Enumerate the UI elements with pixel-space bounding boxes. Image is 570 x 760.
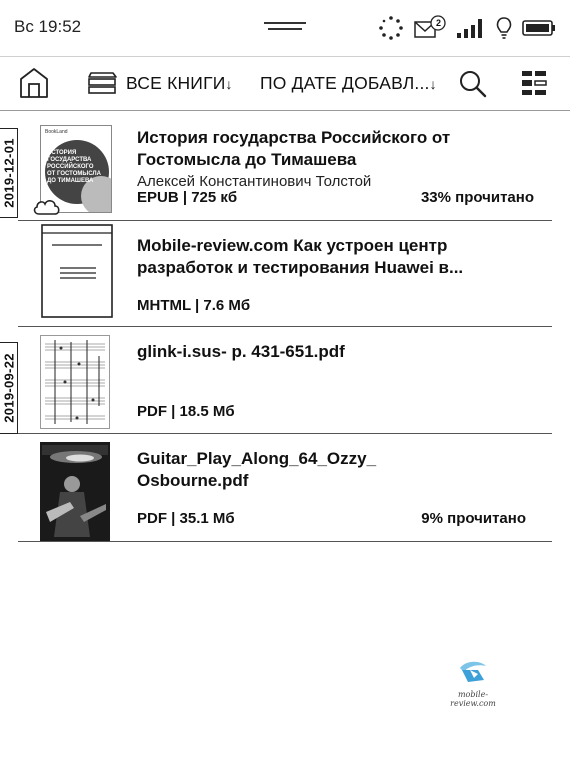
status-time: Вс 19:52 [14, 17, 82, 36]
book-progress: 9% прочитано [421, 510, 526, 527]
list-view-icon [520, 69, 548, 97]
filter-label: ВСЕ КНИГИ [126, 72, 226, 93]
cover-publisher: BookLand [45, 129, 68, 135]
book-title: Guitar_Play_Along_64_Ozzy_ Osbourne.pdf [137, 449, 377, 490]
cover-text: ДО ТИМАШЕВА [47, 178, 94, 184]
toolbar-divider [0, 110, 570, 111]
books-stack-icon [86, 70, 118, 96]
book-progress: 33% прочитано [420, 189, 534, 206]
sheet-music-thumbnail [41, 336, 109, 428]
search-icon [458, 69, 488, 99]
book-title: Mobile-review.com Как устроен центр разработок и тестирования Huawei в... [137, 236, 464, 277]
book-cover [40, 442, 110, 542]
book-format-size: PDF | 35.1 Мб [137, 510, 235, 527]
book-format-size: MHTML | 7.6 Мб [137, 297, 251, 314]
book-item[interactable] [18, 434, 552, 541]
status-bar [0, 0, 570, 56]
guitar-cover-thumbnail [40, 442, 110, 542]
battery-icon [522, 19, 556, 37]
frontlight-icon[interactable] [496, 16, 512, 40]
drag-handle[interactable] [264, 22, 306, 32]
watermark-logo [438, 658, 508, 690]
cover-text: РОССИЙСКОГО [47, 164, 94, 170]
book-format-size: PDF | 18.5 Мб [137, 403, 235, 420]
book-item[interactable] [18, 113, 552, 220]
book-title: История государства Российского от Гостомысла до Тимашева [137, 128, 451, 169]
view-mode-button[interactable] [520, 69, 548, 97]
filter-arrow-icon: ↓ [225, 75, 233, 92]
sync-icon [378, 15, 404, 41]
cloud-icon [32, 197, 62, 222]
book-title: glink-i.sus- p. 431-651.pdf [137, 342, 345, 361]
book-author: Алексей Константинович Толстой [137, 173, 372, 190]
cover-text: ГОСУДАРСТВА [47, 157, 92, 163]
home-icon [18, 66, 50, 100]
cover-text: ИСТОРИЯ [47, 150, 77, 156]
filter-dropdown[interactable] [86, 69, 233, 97]
notification-count: 2 [435, 18, 441, 28]
row-divider [18, 541, 552, 542]
sort-dropdown[interactable] [260, 69, 437, 97]
sort-arrow-icon: ↓ [429, 75, 437, 92]
watermark [438, 658, 508, 708]
document-icon [40, 223, 116, 319]
sort-label: ПО ДАТЕ ДОБАВЛ... [260, 72, 430, 93]
book-format-size: EPUB | 725 кб [137, 189, 238, 206]
date-group-label: 2019-12-01 [0, 128, 18, 218]
home-button[interactable] [18, 66, 50, 100]
book-cover [40, 335, 110, 429]
cover-text: ОТ ГОСТОМЫСЛА [47, 171, 101, 177]
library-toolbar [0, 57, 570, 109]
book-item[interactable] [18, 327, 552, 434]
signal-icon [456, 17, 486, 39]
date-group-label: 2019-09-22 [0, 342, 18, 434]
mail-icon[interactable] [414, 15, 446, 41]
status-icons [378, 14, 556, 42]
watermark-text: mobile-review.com [450, 690, 496, 708]
search-button[interactable] [458, 69, 488, 99]
book-cover [40, 223, 116, 319]
book-item[interactable] [18, 221, 552, 328]
